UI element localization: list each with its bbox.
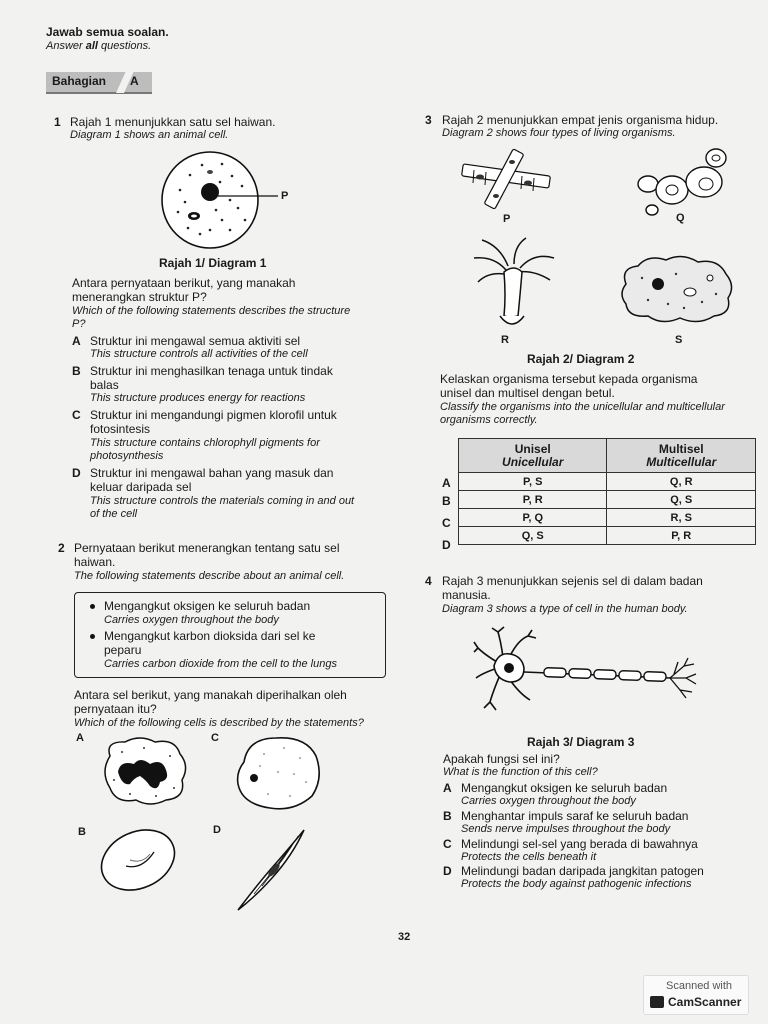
q1-stem-en: Diagram 1 shows an animal cell. [70,129,229,141]
q1-option-b-ms-l2: balas [90,378,119,392]
q4-option-d-ms: Melindungi badan daripada jangkitan patogen [461,864,704,878]
organism-s-label: S [675,334,683,346]
red-blood-cell-diagram [96,826,186,896]
q3-col-unicellular: Unisel Unicellular [459,439,607,473]
page-number: 32 [398,931,411,943]
q1-option-letter: C [72,408,81,422]
q3-row-letter: D [442,538,451,552]
q1-option-c-en-l2: photosynthesis [90,450,164,462]
q1-option-d-en-l2: of the cell [90,508,138,520]
q2-option-d-label: D [213,824,221,836]
q4-stem-ms-l2: manusia. [442,588,491,602]
q2-statement-1-en: Carries oxygen throughout the body [104,614,279,626]
organism-r-label: R [501,334,509,346]
q1-option-b-ms-l1: Struktur ini menghasilkan tenaga untuk tindak [90,364,333,378]
q3-row-letter: C [442,516,451,530]
watermark-line1: Scanned with [666,980,733,992]
table-row: Q, S P, R [459,527,756,545]
q4-question-ms: Apakah fungsi sel ini? [443,752,560,766]
q4-option-letter: B [443,809,452,823]
q2-number: 2 [58,541,65,555]
table-row: P, S Q, R [459,473,756,491]
q4-option-b-en: Sends nerve impulses throughout the body [461,823,671,835]
q4-question-en: What is the function of this cell? [443,766,598,778]
camscanner-icon [650,996,664,1008]
q4-option-d-en: Protects the body against pathogenic infections [461,878,692,890]
q1-option-d-ms-l1: Struktur ini mengawal bahan yang masuk dan [90,466,334,480]
watermark-brand: CamScanner [668,995,742,1009]
q2-option-a-label: A [76,732,84,744]
q1-number: 1 [54,115,61,129]
q4-option-c-ms: Melindungi sel-sel yang berada di bawahnya [461,837,698,851]
animal-cell-diagram [160,150,300,250]
q1-question-ms-l2: menerangkan struktur P? [72,290,207,304]
q1-option-c-ms-l1: Struktur ini mengandungi pigmen klorofil untuk [90,408,337,422]
q4-stem-ms-l1: Rajah 3 menunjukkan sejenis sel di dalam badan [442,574,703,588]
q2-statement-2-en: Carries carbon dioxide from the cell to the lungs [104,658,337,670]
q3-question-en-l2: organisms correctly. [440,414,538,426]
q4-option-a-ms: Mengangkut oksigen ke seluruh badan [461,781,668,795]
q1-option-b-en: This structure produces energy for reactions [90,392,306,404]
q2-option-c-label: C [211,732,219,744]
q3-stem-en: Diagram 2 shows four types of living organisms. [442,127,676,139]
q4-option-b-ms: Menghantar impuls saraf ke seluruh badan [461,809,689,823]
instruction-en: Answer all questions. [46,40,152,52]
smooth-muscle-cell-diagram [232,826,312,916]
q4-option-letter: C [443,837,452,851]
q3-question-ms-l1: Kelaskan organisma tersebut kepada organisma [440,372,698,386]
q1-question-en-l2: P? [72,318,86,330]
neuron-diagram [474,626,704,716]
organism-q-diagram [636,146,736,216]
bullet-icon [90,604,95,609]
q3-col-multicellular: Multisel Multicellular [607,439,756,473]
q1-option-letter: A [72,334,81,348]
q3-number: 3 [425,113,432,127]
q2-question-ms-l1: Antara sel berikut, yang manakah diperihalkan oleh [74,688,347,702]
organism-r-diagram [470,236,560,336]
organism-q-label: Q [676,212,685,224]
table-row: P, Q R, S [459,509,756,527]
q4-stem-en: Diagram 3 shows a type of cell in the human body. [442,603,688,615]
q1-option-a-en: This structure controls all activities of the cell [90,348,308,360]
q3-question-ms-l2: unisel dan multisel dengan betul. [440,386,615,400]
q1-option-c-en-l1: This structure contains chlorophyll pigments for [90,437,320,449]
cheek-cell-diagram [234,734,324,814]
q3-answer-table [458,438,756,545]
organism-p-diagram [460,146,560,216]
organism-p-label: P [503,213,511,225]
section-label: Bahagian [52,74,107,88]
q1-option-letter: B [72,364,81,378]
q1-option-a-ms: Struktur ini mengawal semua aktiviti sel [90,334,301,348]
q1-option-d-en-l1: This structure controls the materials coming in and out [90,495,355,507]
q4-option-a-en: Carries oxygen throughout the body [461,795,636,807]
q4-number: 4 [425,574,432,588]
q3-stem-ms: Rajah 2 menunjukkan empat jenis organisma hidup. [442,113,719,127]
q4-option-letter: D [443,864,452,878]
q2-stem-ms-l2: haiwan. [74,555,116,569]
q2-stem-en: The following statements describe about an animal cell. [74,570,345,582]
q2-question-ms-l2: pernyataan itu? [74,702,157,716]
section-tab [46,72,152,94]
section-letter: A [130,74,139,88]
q4-caption: Rajah 3/ Diagram 3 [527,735,635,749]
q2-question-en: Which of the following cells is described by the statements? [74,717,364,729]
camscanner-watermark [643,975,749,1015]
q1-caption: Rajah 1/ Diagram 1 [159,256,267,270]
q2-option-b-label: B [78,826,86,838]
q1-question-ms-l1: Antara pernyataan berikut, yang manakah [72,276,296,290]
q3-row-letter: B [442,494,451,508]
q1-question-en-l1: Which of the following statements describes the structure [72,305,351,317]
q4-option-c-en: Protects the cells beneath it [461,851,597,863]
q3-row-letter: A [442,476,451,490]
q1-option-letter: D [72,466,81,480]
q2-statement-2-ms-l1: Mengangkut karbon dioksida dari sel ke [104,629,316,643]
q1-pointer-label: P [281,190,289,202]
bullet-icon [90,634,95,639]
q4-option-letter: A [443,781,452,795]
instruction-ms: Jawab semua soalan. [46,25,169,39]
q3-question-en-l1: Classify the organisms into the unicellular and multicellular [440,401,725,413]
q2-statement-1-ms: Mengangkut oksigen ke seluruh badan [104,599,311,613]
organism-s-diagram [618,254,738,326]
white-blood-cell-diagram [100,736,190,808]
table-row: P, R Q, S [459,491,756,509]
q3-caption: Rajah 2/ Diagram 2 [527,352,635,366]
q2-statement-2-ms-l2: peparu [104,643,142,657]
q1-stem-ms: Rajah 1 menunjukkan satu sel haiwan. [70,115,276,129]
q1-option-c-ms-l2: fotosintesis [90,422,151,436]
q1-option-d-ms-l2: keluar daripada sel [90,480,192,494]
q2-stem-ms-l1: Pernyataan berikut menerangkan tentang satu sel [74,541,340,555]
